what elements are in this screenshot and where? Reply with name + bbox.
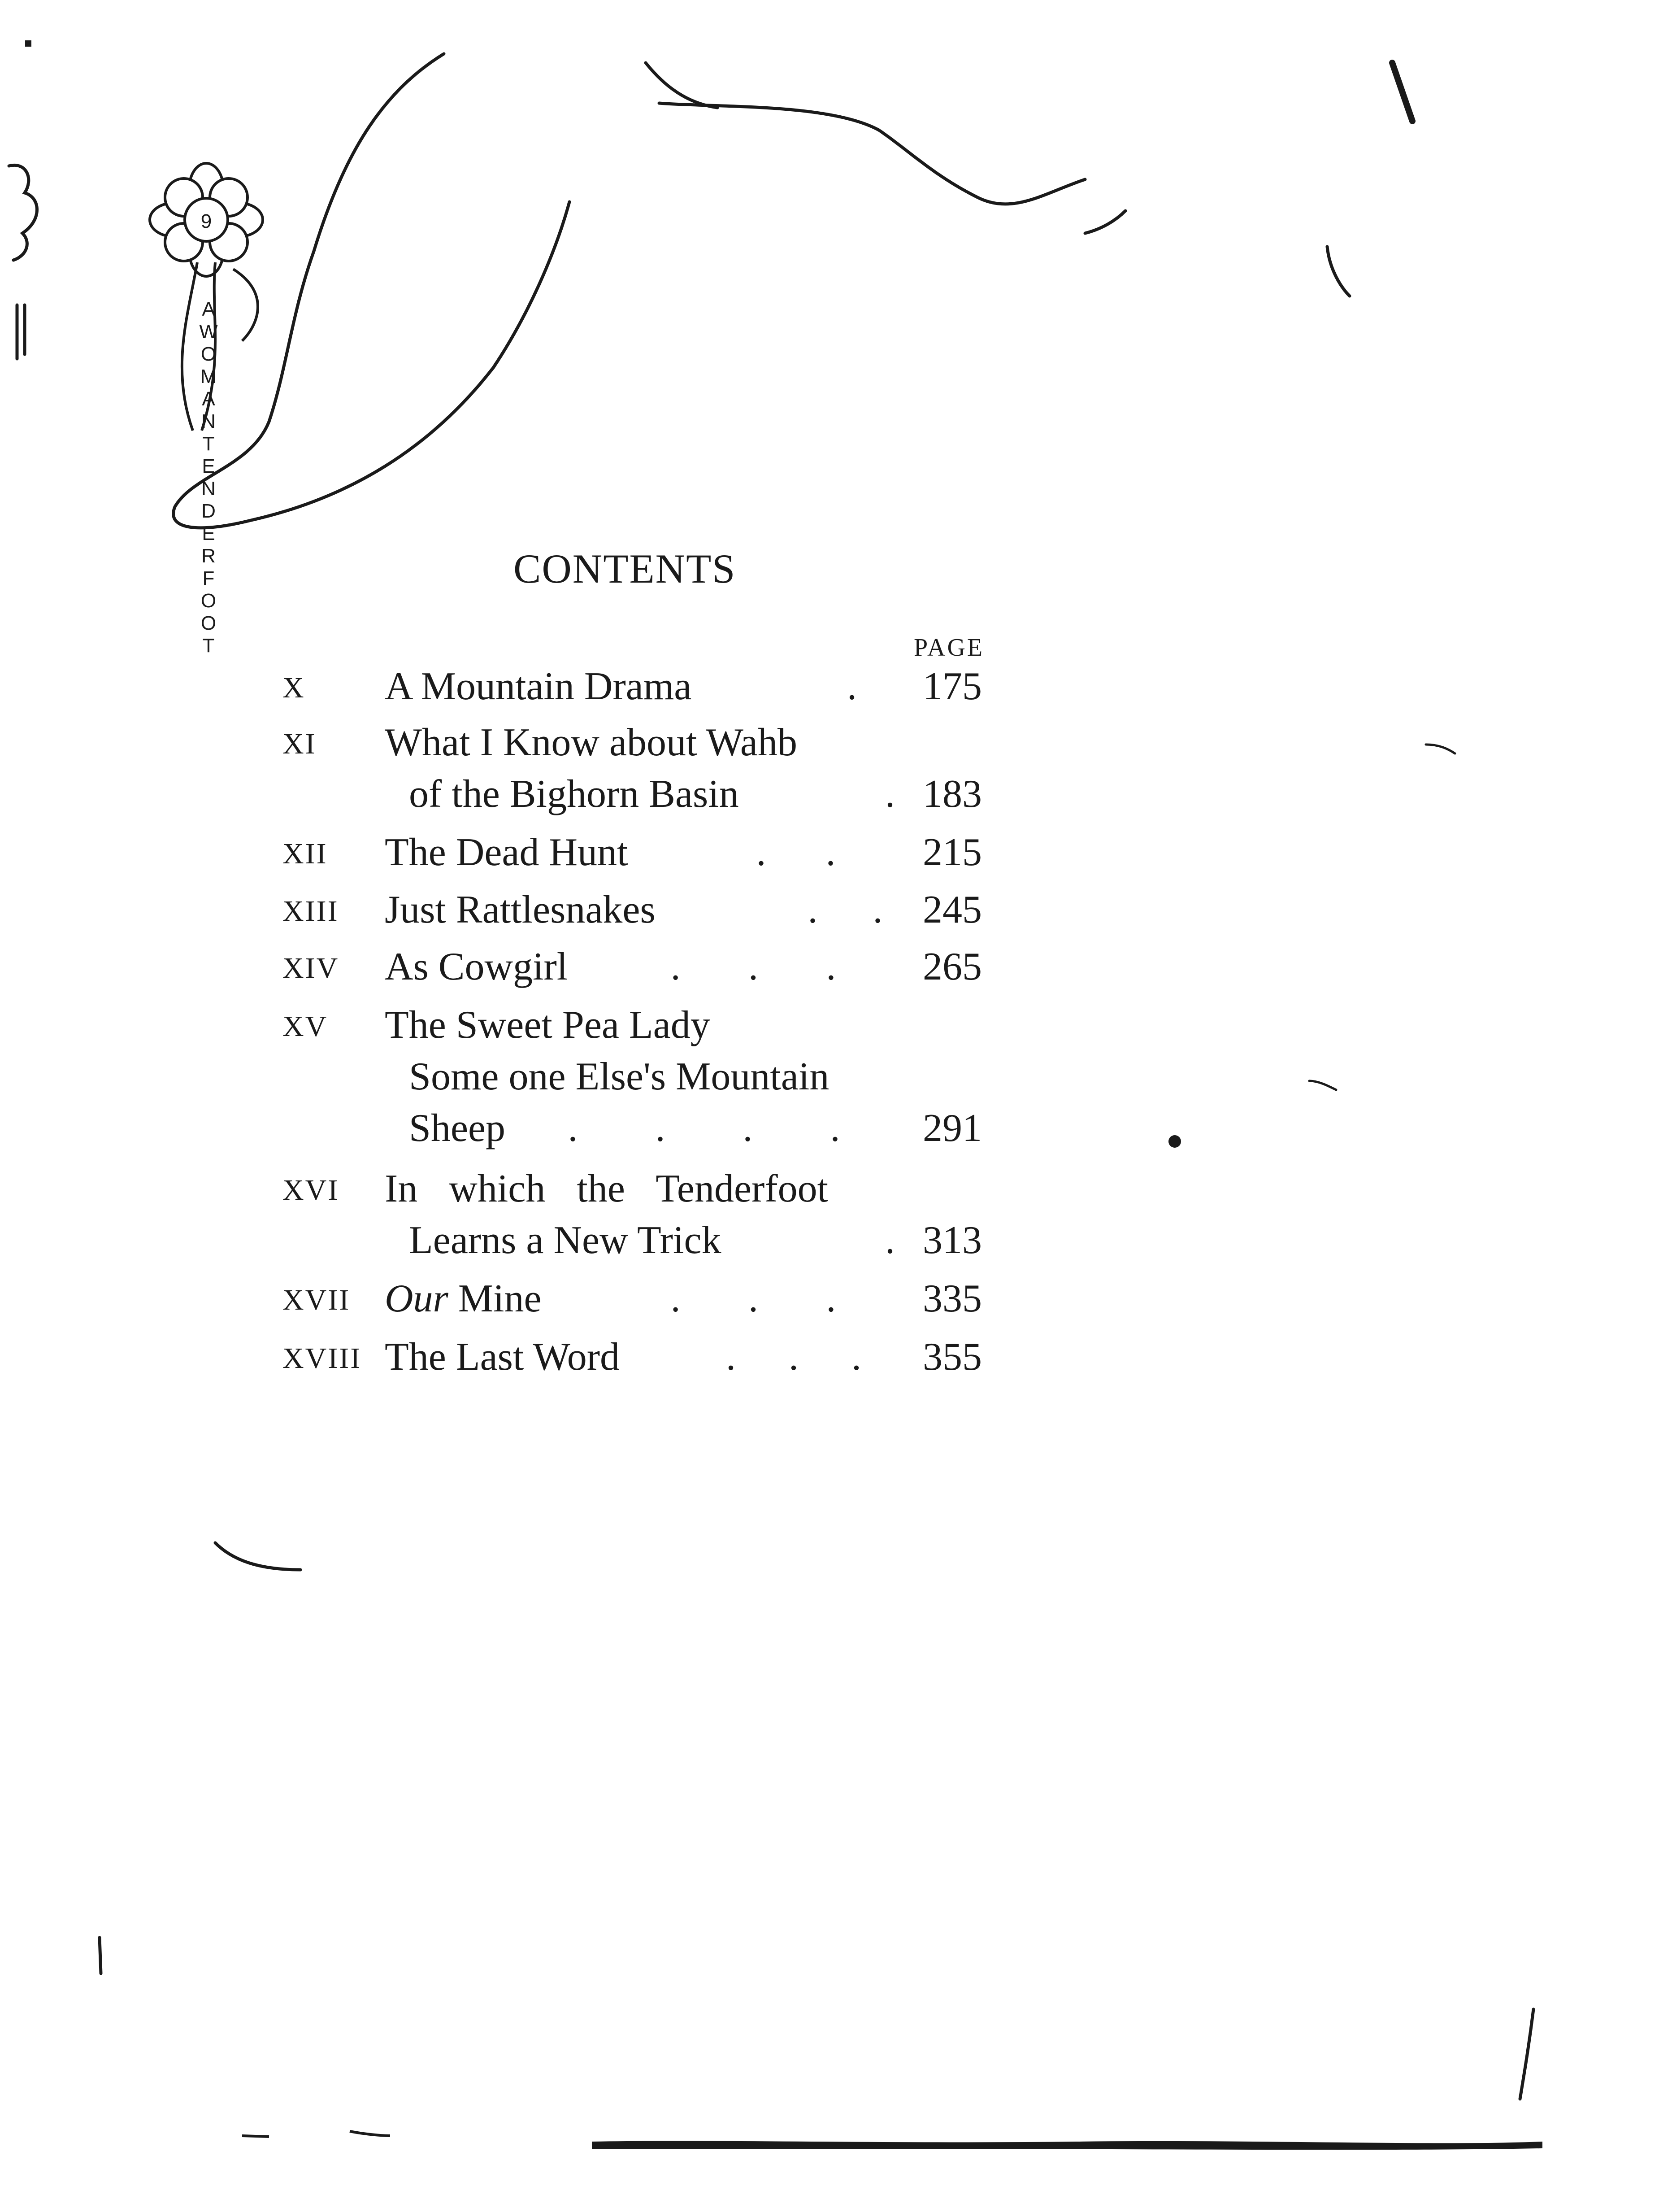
page-number: 313 [923, 1219, 982, 1262]
stroke-right-mid-2 [1426, 745, 1455, 753]
chapter-title: What I Know about Wahb [385, 721, 797, 764]
page-number: 265 [923, 945, 982, 988]
stroke-right-top [1392, 63, 1412, 121]
chapter-numeral: XVI [282, 1174, 339, 1206]
speck-dot [1168, 1135, 1181, 1148]
page-number: 335 [923, 1277, 982, 1320]
chapter-title-continued: Some one Else's Mountain [409, 1055, 829, 1098]
bottom-scan-edge-mid [350, 2131, 390, 2136]
stroke-right-curve [1327, 247, 1350, 296]
page-number: 291 [923, 1106, 982, 1150]
chapter-title-continued: Learns a New Trick [409, 1219, 721, 1262]
leader-dots: . [885, 1219, 895, 1262]
chapter-numeral: XVII [282, 1284, 351, 1316]
contents-heading: CONTENTS [513, 546, 736, 592]
page-number: 175 [923, 665, 982, 708]
chapter-numeral: X [282, 671, 305, 704]
chapter-title-continued: Sheep [409, 1106, 506, 1150]
bottom-scan-edge-left [242, 2136, 269, 2137]
chapter-title: A Mountain Drama [385, 665, 692, 708]
chapter-title: Just Rattlesnakes [385, 888, 656, 932]
horizon-line [659, 103, 1085, 204]
chapter-title: The Dead Hunt [385, 831, 628, 874]
chapter-numeral: XIII [282, 895, 339, 927]
chapter-title: The Sweet Pea Lady [385, 1003, 710, 1047]
chapter-title: In which the Tenderfoot [385, 1167, 829, 1211]
corner-speck [25, 40, 31, 47]
chapter-numeral: XI [282, 727, 317, 760]
page-number: 245 [923, 888, 982, 932]
stroke-right-small [1085, 211, 1125, 233]
chapter-title: Our Mine [385, 1277, 542, 1320]
flower-number: 9 [200, 210, 212, 232]
leader-dots: . . . . [568, 1106, 840, 1150]
stroke-bottom-left-curve [215, 1543, 300, 1570]
sweeping-vine-line [174, 54, 569, 528]
stroke-left-bracket [9, 165, 37, 260]
leader-dots: . . [756, 831, 836, 874]
stroke-bottom-right [1520, 2009, 1533, 2099]
chapter-numeral: XV [282, 1010, 328, 1043]
vertical-title: A WOMAN TENDERFOOT [199, 298, 218, 657]
chapter-title-continued: of the Bighorn Basin [409, 772, 739, 816]
chapter-title: As Cowgirl [385, 945, 568, 988]
chapter-title: The Last Word [385, 1335, 620, 1379]
chapter-numeral: XVIII [282, 1342, 362, 1375]
stroke-right-mid [1309, 1081, 1336, 1090]
leader-dots: . [885, 772, 895, 816]
page-number: 183 [923, 772, 982, 816]
leader-dots: . . . [670, 1277, 836, 1320]
leader-dots: . . . [670, 945, 836, 988]
bottom-scan-edge [592, 2141, 1542, 2150]
stroke-left-low [100, 1938, 101, 1973]
page-column-label: PAGE [914, 634, 985, 662]
leader-dots: . . [808, 888, 883, 932]
page-number: 355 [923, 1335, 982, 1379]
vine-branch-line [646, 63, 717, 108]
page-number: 215 [923, 831, 982, 874]
leader-dots: . . . [726, 1335, 861, 1379]
chapter-numeral: XIV [282, 952, 339, 984]
chapter-numeral: XII [282, 837, 328, 870]
leader-dots: . [847, 665, 857, 708]
